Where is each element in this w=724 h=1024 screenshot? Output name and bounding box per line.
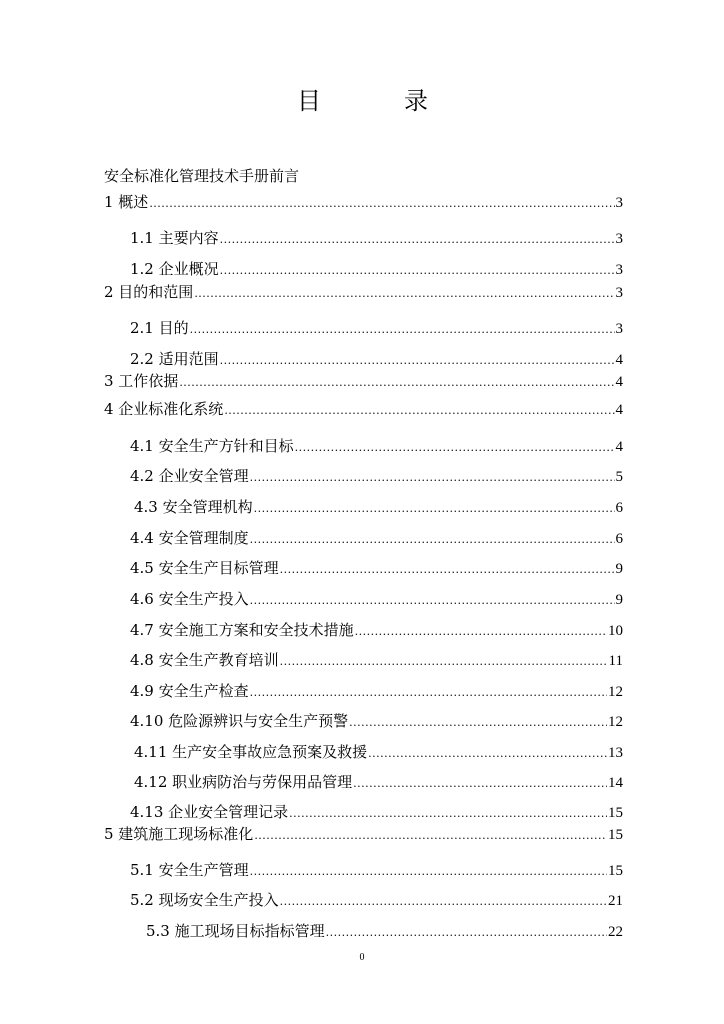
- toc-entry-page: 4: [615, 402, 623, 418]
- toc-entry-label: 4.1 安全生产方针和目标: [130, 437, 294, 455]
- toc-entry-label: 3 工作依据: [104, 372, 179, 390]
- toc-leader: [368, 744, 607, 764]
- toc-leader: [250, 468, 615, 488]
- toc-entry-page: 3: [615, 285, 623, 301]
- toc-leader: [179, 373, 614, 393]
- toc-entry-page: 12: [608, 684, 623, 700]
- toc-leader: [353, 774, 607, 794]
- toc-entry[interactable]: [146, 921, 623, 943]
- toc-entry[interactable]: [104, 824, 623, 846]
- toc-leader: [355, 622, 607, 642]
- toc-entry-label: 4.6 安全生产投入: [130, 590, 249, 608]
- toc-leader: [250, 530, 615, 550]
- toc-leader: [220, 261, 615, 281]
- toc-entry-page: 12: [608, 714, 623, 730]
- toc-entry-label: 4.10 危险源辨识与安全生产预警: [130, 712, 349, 730]
- toc-leader: [250, 591, 615, 611]
- toc-entry-label: 2 目的和范围: [104, 283, 194, 301]
- toc-entry-label: 4.2 企业安全管理: [130, 467, 249, 485]
- toc-entry-label: 2.2 适用范围: [130, 350, 219, 368]
- toc-entry-label: 4 企业标准化系统: [104, 400, 224, 418]
- toc-entry[interactable]: [130, 681, 623, 703]
- toc-entry-page: 6: [615, 531, 623, 547]
- toc-entry[interactable]: [130, 711, 623, 733]
- toc-leader: [190, 320, 615, 340]
- toc-entry[interactable]: [130, 318, 623, 340]
- toc-entry[interactable]: [134, 742, 623, 764]
- toc-entry[interactable]: [104, 192, 623, 214]
- toc-entry-page: 15: [608, 863, 623, 879]
- toc-entry-page: 22: [608, 924, 623, 940]
- toc-leader: [295, 438, 615, 458]
- toc-entry-page: 3: [615, 195, 623, 211]
- toc-entry-page: 11: [608, 653, 623, 669]
- toc-entry-label: 4.5 安全生产目标管理: [130, 559, 279, 577]
- toc-entry-page: 3: [615, 231, 623, 247]
- toc-entry-label: 1 概述: [104, 193, 149, 211]
- toc-entry[interactable]: [130, 349, 623, 371]
- toc-preface: 安全标准化管理技术手册前言: [104, 167, 300, 185]
- toc-entry-page: 4: [615, 439, 623, 455]
- toc-entry-label: 4.11 生产安全事故应急预案及救援: [134, 743, 368, 761]
- toc-entry-page: 4: [615, 352, 623, 368]
- toc-entry[interactable]: [130, 558, 623, 580]
- toc-entry-label: 4.3 安全管理机构: [134, 498, 253, 516]
- toc-entry[interactable]: [134, 497, 623, 519]
- toc-entry-label: 2.1 目的: [130, 319, 189, 337]
- toc-entry[interactable]: [130, 802, 623, 824]
- toc-entry[interactable]: [130, 890, 623, 912]
- toc-leader: [289, 804, 607, 824]
- toc-leader: [326, 923, 607, 943]
- toc-entry-label: 1.2 企业概况: [130, 260, 219, 278]
- toc-entry-label: 4.13 企业安全管理记录: [130, 803, 289, 821]
- toc-entry[interactable]: [130, 528, 623, 550]
- toc-entry-page: 6: [615, 500, 623, 516]
- toc-entry-label: 4.9 安全生产检查: [130, 682, 249, 700]
- toc-entry[interactable]: [130, 466, 623, 488]
- toc-leader: [254, 826, 607, 846]
- toc-entry[interactable]: [104, 282, 623, 304]
- toc-entry[interactable]: [134, 772, 623, 794]
- toc-entry-page: 4: [615, 374, 623, 390]
- toc-entry[interactable]: [130, 620, 623, 642]
- page-number: 0: [359, 952, 365, 963]
- toc-leader: [220, 351, 615, 371]
- toc-entry-label: 1.1 主要内容: [130, 229, 219, 247]
- toc-entry[interactable]: [104, 399, 623, 421]
- toc-entry-label: 5.2 现场安全生产投入: [130, 891, 279, 909]
- toc-entry-label: 4.8 安全生产教育培训: [130, 651, 279, 669]
- toc-entry-page: 21: [608, 893, 623, 909]
- toc-entry-page: 13: [608, 745, 623, 761]
- toc-entry[interactable]: [130, 589, 623, 611]
- toc-entry-page: 14: [608, 775, 623, 791]
- toc-title-part2: 录: [404, 87, 428, 115]
- toc-title-part1: 目: [297, 87, 321, 115]
- toc-entry-label: 4.7 安全施工方案和安全技术措施: [130, 621, 354, 639]
- toc-entry[interactable]: [130, 650, 623, 672]
- toc-entry-label: 5.3 施工现场目标指标管理: [146, 922, 325, 940]
- toc-leader: [349, 713, 607, 733]
- toc-entry[interactable]: [130, 259, 623, 281]
- toc-leader: [280, 652, 608, 672]
- toc-entry-page: 10: [608, 623, 623, 639]
- toc-leader: [254, 499, 615, 519]
- toc-entry-label: 5.1 安全生产管理: [130, 861, 249, 879]
- toc-entry-page: 5: [615, 469, 623, 485]
- toc-entry-page: 9: [615, 561, 623, 577]
- toc-entry-page: 9: [615, 592, 623, 608]
- toc-entry-page: 15: [608, 805, 623, 821]
- toc-entry[interactable]: [130, 860, 623, 882]
- toc-entry-page: 3: [615, 262, 623, 278]
- toc-entry[interactable]: [130, 436, 623, 458]
- toc-entry[interactable]: [104, 371, 623, 393]
- toc-leader: [149, 194, 614, 214]
- toc-entry-label: 4.12 职业病防治与劳保用品管理: [134, 773, 353, 791]
- toc-leader: [280, 560, 615, 580]
- toc-leader: [224, 401, 614, 421]
- toc-leader: [280, 892, 607, 912]
- toc-leader: [250, 862, 607, 882]
- toc-leader: [220, 230, 615, 250]
- toc-entry-label: 5 建筑施工现场标准化: [104, 825, 254, 843]
- toc-entry-page: 15: [608, 827, 623, 843]
- toc-entry-label: 4.4 安全管理制度: [130, 529, 249, 547]
- toc-leader: [250, 683, 607, 703]
- toc-entry[interactable]: [130, 228, 623, 250]
- toc-leader: [194, 284, 614, 304]
- toc-entry-page: 3: [615, 321, 623, 337]
